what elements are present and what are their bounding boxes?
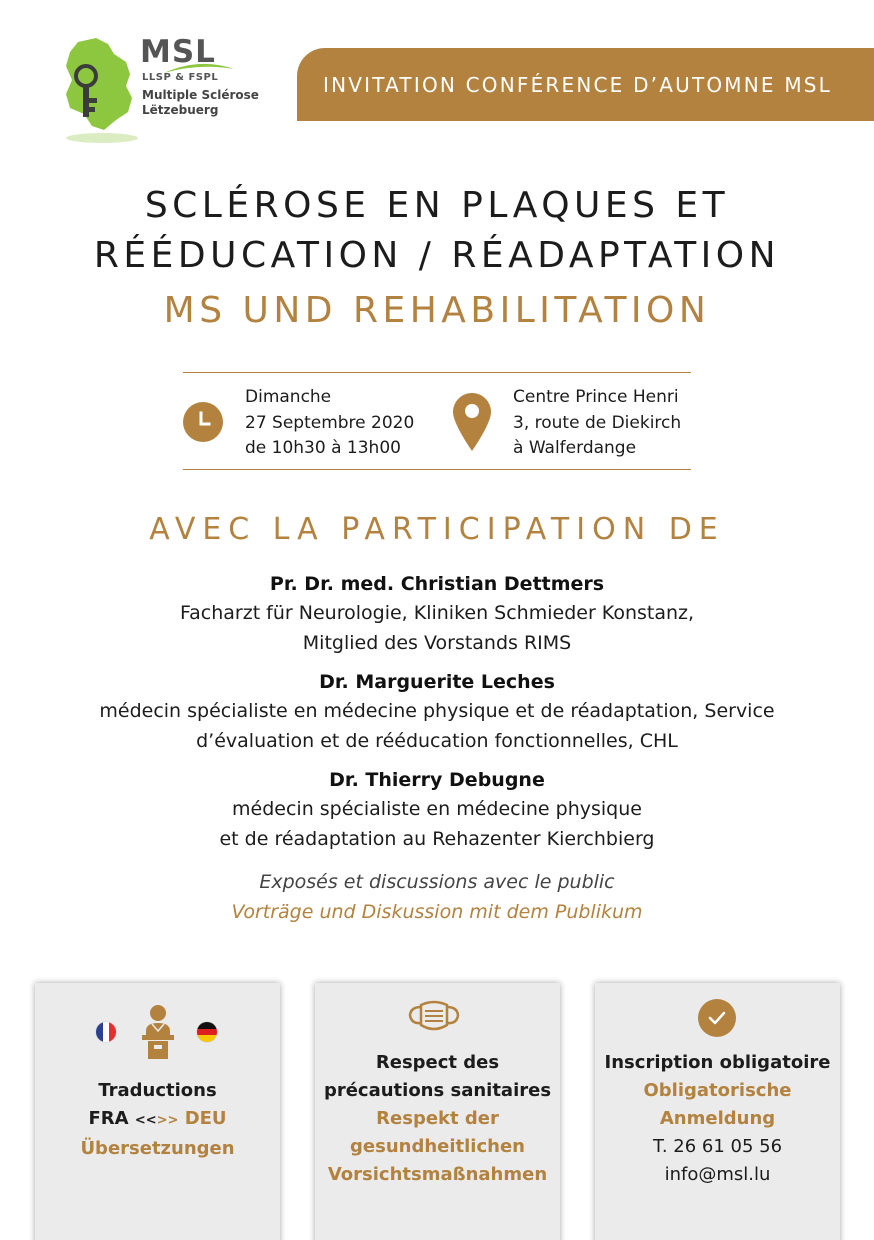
- registration-de1: Obligatorische: [643, 1080, 792, 1101]
- event-street: 3, route de Diekirch: [513, 412, 682, 433]
- sanitary-line2: précautions sanitaires: [323, 1080, 552, 1101]
- translation-fra: FRA: [88, 1108, 129, 1129]
- speaker-name: Dr. Marguerite Leches: [319, 671, 555, 693]
- speaker-description: médecin spécialiste en médecine physique et de réadaptation, Service: [99, 700, 775, 722]
- speaker-item: [0, 570, 874, 658]
- sanitary-card-text: [315, 1049, 560, 1189]
- registration-email[interactable]: info@msl.lu: [664, 1164, 771, 1185]
- event-city: à Walferdange: [513, 438, 637, 458]
- participation-heading: AVEC LA PARTICIPATION DE: [149, 512, 725, 547]
- logo-name: MSL: [140, 34, 216, 70]
- sanitary-line1: Respect des: [375, 1052, 500, 1073]
- logo-line1: Multiple Sclérose: [142, 88, 259, 102]
- title-line-3: MS UND REHABILITATION: [163, 290, 711, 331]
- registration-card-text: [595, 1049, 840, 1189]
- speaker-name: Pr. Dr. med. Christian Dettmers: [269, 573, 605, 595]
- expose-french: Exposés et discussions avec le public: [259, 871, 615, 893]
- sanitary-card: [315, 983, 560, 1240]
- event-location: [513, 385, 681, 462]
- translation-arrows-right: >>: [156, 1113, 179, 1128]
- event-venue: Centre Prince Henri: [513, 387, 679, 407]
- logo-subtitle: LLSP & FSPL: [142, 72, 219, 83]
- speaker-description: médecin spécialiste en médecine physique: [232, 798, 642, 820]
- france-flag-icon: [96, 1022, 116, 1042]
- title-line-2: RÉÉDUCATION / RÉADAPTATION: [93, 235, 781, 276]
- sanitary-de1: Respekt der: [376, 1108, 499, 1129]
- event-time: de 10h30 à 13h00: [245, 438, 401, 458]
- event-date: [245, 385, 414, 462]
- registration-title: Inscription obligatoire: [604, 1052, 831, 1073]
- registration-phone: T. 26 61 05 56: [652, 1136, 783, 1157]
- msl-logo: [56, 34, 266, 146]
- checkmark-icon: [698, 999, 736, 1037]
- translation-card: [35, 983, 280, 1240]
- header-banner: [297, 48, 874, 121]
- map-pin-icon: [453, 393, 491, 451]
- germany-flag-icon: [197, 1022, 217, 1042]
- translation-languages: [35, 1105, 280, 1135]
- clock-icon: [183, 402, 223, 442]
- speaker-description: d’évaluation et de rééducation fonctionnelles, CHL: [196, 730, 678, 752]
- speaker-interpreter-icon: [138, 1003, 178, 1059]
- speaker-list: [0, 570, 874, 864]
- translation-title: Traductions: [98, 1080, 217, 1101]
- speaker-description: Mitglied des Vorstands RIMS: [302, 632, 572, 654]
- registration-de2: Anmeldung: [659, 1108, 776, 1129]
- title-line-1: SCLÉROSE EN PLAQUES ET: [144, 185, 730, 226]
- logo-line2: Lëtzebuerg: [142, 103, 219, 117]
- header-banner-text: INVITATION CONFÉRENCE D’AUTOMNE MSL: [323, 72, 833, 97]
- registration-card: [595, 983, 840, 1240]
- translation-subtitle: Übersetzungen: [80, 1138, 235, 1159]
- speaker-description: Facharzt für Neurologie, Kliniken Schmieder Konstanz,: [179, 602, 695, 624]
- sanitary-de3: Vorsichtsmaßnahmen: [327, 1164, 548, 1185]
- speaker-item: [0, 668, 874, 756]
- sanitary-de2: gesundheitlichen: [350, 1136, 525, 1157]
- event-day: Dimanche: [245, 387, 332, 407]
- speaker-description: et de réadaptation au Rehazenter Kierchbierg: [219, 828, 655, 850]
- translation-deu: DEU: [184, 1108, 227, 1129]
- translation-arrows-left: <<: [134, 1113, 157, 1128]
- luxembourg-map-icon: [56, 34, 146, 146]
- event-info-box: [183, 372, 691, 470]
- face-mask-icon: [407, 997, 461, 1035]
- speaker-item: [0, 766, 874, 854]
- translation-card-text: [35, 1077, 280, 1163]
- expose-german: Vorträge und Diskussion mit dem Publikum: [231, 901, 643, 923]
- event-date-value: 27 Septembre 2020: [245, 412, 415, 433]
- speaker-name: Dr. Thierry Debugne: [329, 769, 545, 791]
